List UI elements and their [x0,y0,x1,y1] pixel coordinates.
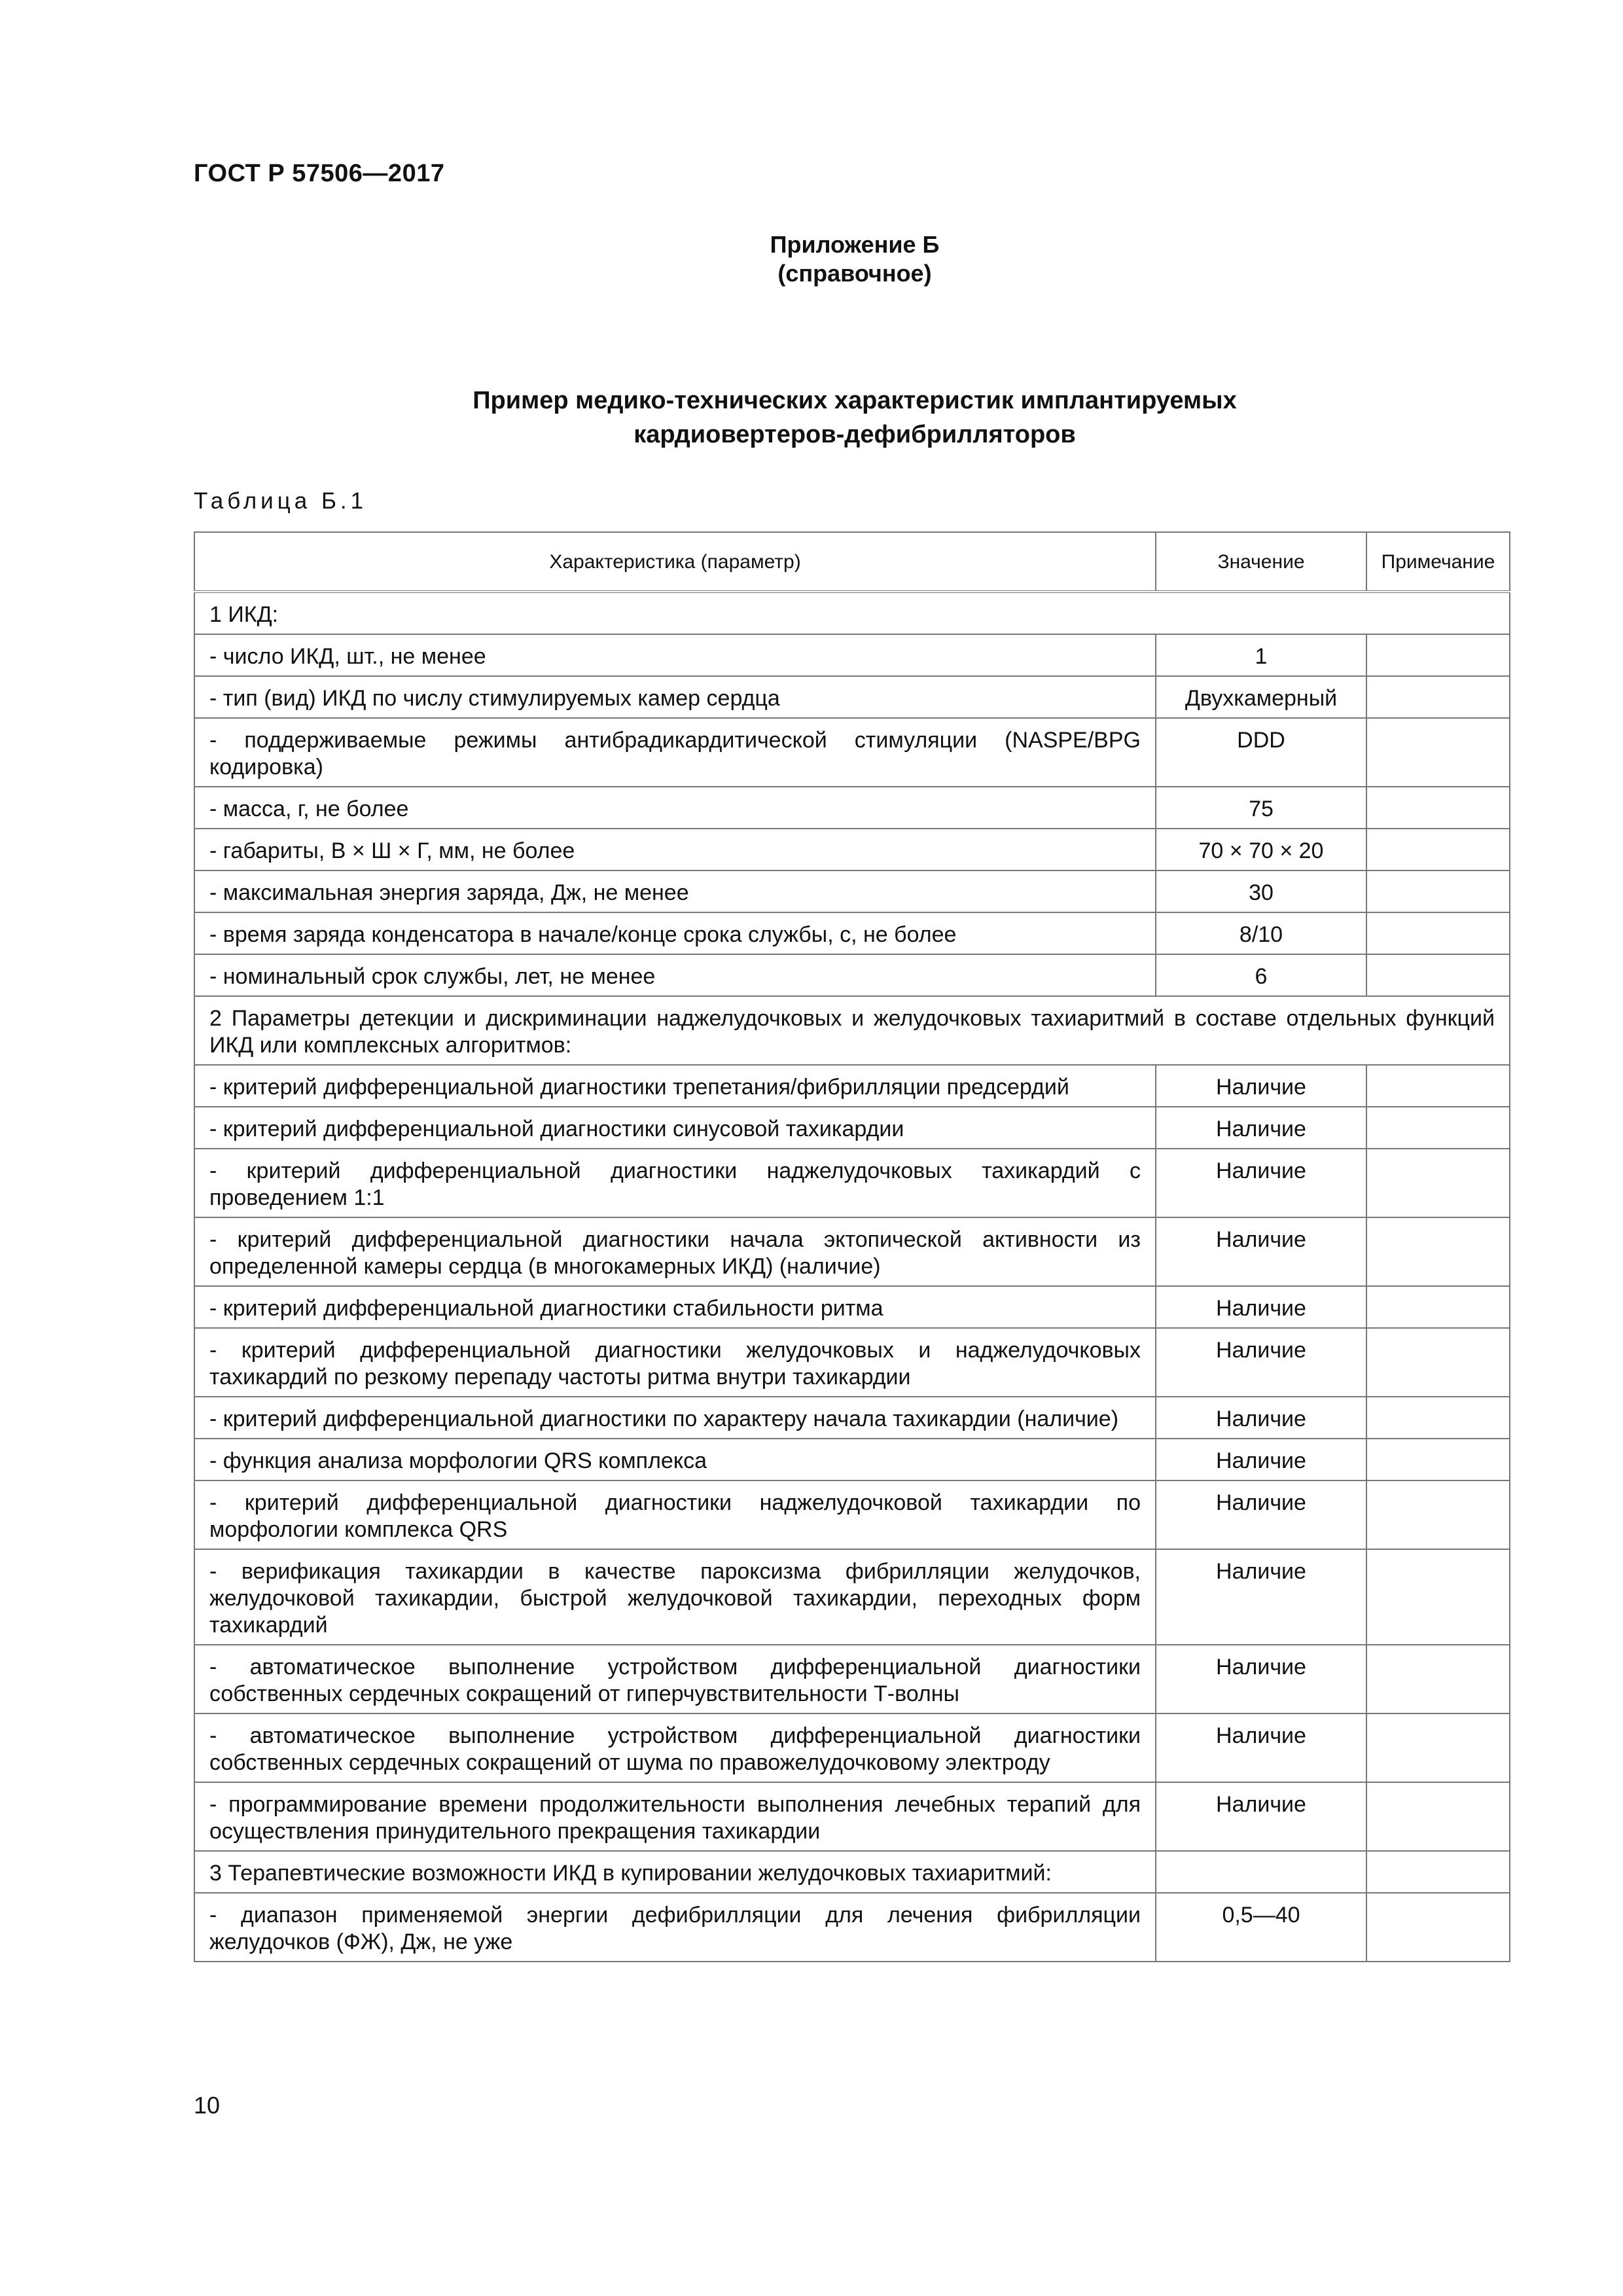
empty-cell [1156,1851,1366,1893]
note-cell [1366,1149,1510,1217]
table-row [194,676,1510,718]
parameter-cell: - критерий дифференциальной диагностики желудочковых и наджелудочковых тахикардий по резкому перепаду частоты ритма внутри тахикардии [194,1328,1156,1397]
parameter-cell: - критерий дифференциальной диагностики начала эктопической активности из определенной камеры сердца (в многокамерных ИКД) (наличие) [194,1217,1156,1286]
table-header-row [194,532,1510,592]
appendix-heading [0,230,1623,288]
note-cell [1366,1893,1510,1962]
appendix-title: Приложение Б [770,231,940,258]
table-row [194,718,1510,787]
table-row [194,829,1510,870]
parameter-cell: - автоматическое выполнение устройством дифференциальной диагностики собственных сердечных сокращений от гиперчувствительности Т-волны [194,1645,1156,1713]
table-row [194,1217,1510,1286]
header-parameter: Характеристика (параметр) [194,532,1156,592]
parameter-cell: - номинальный срок службы, лет, не менее [194,954,1156,996]
value-cell: 6 [1156,954,1366,996]
value-cell: Наличие [1156,1713,1366,1782]
parameter-cell: - тип (вид) ИКД по числу стимулируемых камер сердца [194,676,1156,718]
title-line-1: Пример медико-технических характеристик имплантируемых [473,387,1237,414]
appendix-type: (справочное) [777,260,932,287]
parameter-cell: - число ИКД, шт., не менее [194,634,1156,676]
value-cell: Наличие [1156,1065,1366,1107]
parameter-cell: - критерий дифференциальной диагностики наджелудочковых тахикардий с проведением 1:1 [194,1149,1156,1217]
table-row [194,1286,1510,1328]
title-line-2: кардиовертеров-дефибрилляторов [633,421,1076,448]
specification-table [194,531,1510,1962]
parameter-cell: - программирование времени продолжительности выполнения лечебных терапий для осуществления принудительного прекращения тахикардии [194,1782,1156,1851]
table-row [194,1065,1510,1107]
note-cell [1366,829,1510,870]
value-cell: 70 × 70 × 20 [1156,829,1366,870]
parameter-cell: - масса, г, не более [194,787,1156,829]
table-row [194,870,1510,912]
table-label: Таблица Б.1 [194,488,368,514]
value-cell: Наличие [1156,1217,1366,1286]
table-row [194,1397,1510,1439]
table-row [194,1107,1510,1149]
note-cell [1366,1782,1510,1851]
parameter-cell: - поддерживаемые режимы антибрадикардитической стимуляции (NASPE/BPG кодировка) [194,718,1156,787]
note-cell [1366,1107,1510,1149]
section-title: 3 Терапевтические возможности ИКД в купировании желудочковых тахиаритмий: [194,1851,1156,1893]
note-cell [1366,787,1510,829]
table-row [194,1893,1510,1962]
parameter-cell: - критерий дифференциальной диагностики стабильности ритма [194,1286,1156,1328]
document-code: ГОСТ Р 57506—2017 [194,160,445,187]
note-cell [1366,1645,1510,1713]
table-row [194,1439,1510,1480]
table-row [194,1328,1510,1397]
note-cell [1366,1328,1510,1397]
note-cell [1366,1286,1510,1328]
note-cell [1366,1549,1510,1645]
value-cell: Наличие [1156,1439,1366,1480]
note-cell [1366,1713,1510,1782]
table-row [194,787,1510,829]
note-cell [1366,1439,1510,1480]
note-cell [1366,912,1510,954]
table-row [194,1149,1510,1217]
parameter-cell: - максимальная энергия заряда, Дж, не менее [194,870,1156,912]
parameter-cell: - критерий дифференциальной диагностики синусовой тахикардии [194,1107,1156,1149]
note-cell [1366,1217,1510,1286]
value-cell: 1 [1156,634,1366,676]
table-row [194,1480,1510,1549]
table-row [194,1645,1510,1713]
value-cell: 0,5—40 [1156,1893,1366,1962]
parameter-cell: - автоматическое выполнение устройством дифференциальной диагностики собственных сердечных сокращений от шума по правожелудочковому электроду [194,1713,1156,1782]
note-cell [1366,676,1510,718]
empty-cell [1366,1851,1510,1893]
parameter-cell: - критерий дифференциальной диагностики по характеру начала тахикардии (наличие) [194,1397,1156,1439]
note-cell [1366,1065,1510,1107]
value-cell: Наличие [1156,1549,1366,1645]
value-cell: Наличие [1156,1149,1366,1217]
note-cell [1366,718,1510,787]
value-cell: 75 [1156,787,1366,829]
parameter-cell: - диапазон применяемой энергии дефибрилляции для лечения фибрилляции желудочков (ФЖ), Дж, не уже [194,1893,1156,1962]
value-cell: 30 [1156,870,1366,912]
parameter-cell: - габариты, В × Ш × Г, мм, не более [194,829,1156,870]
value-cell: 8/10 [1156,912,1366,954]
table-row [194,634,1510,676]
value-cell: DDD [1156,718,1366,787]
note-cell [1366,870,1510,912]
header-note: Примечание [1366,532,1510,592]
table-row [194,954,1510,996]
section-title: 2 Параметры детекции и дискриминации наджелудочковых и желудочковых тахиаритмий в составе отдельных функций ИКД или комплексных алгоритмов: [194,996,1510,1065]
parameter-cell: - верификация тахикардии в качестве пароксизма фибрилляции желудочков, желудочковой тахикардии, быстрой желудочковой тахикардии, переходных форм тахикардий [194,1549,1156,1645]
table-section-row [194,996,1510,1065]
value-cell: Наличие [1156,1645,1366,1713]
table-section-row [194,592,1510,634]
header-value: Значение [1156,532,1366,592]
page-number: 10 [194,2092,221,2119]
table-row [194,1713,1510,1782]
parameter-cell: - функция анализа морфологии QRS комплекса [194,1439,1156,1480]
table-section-row [194,1851,1510,1893]
parameter-cell: - критерий дифференциальной диагностики трепетания/фибрилляции предсердий [194,1065,1156,1107]
table-row [194,1549,1510,1645]
table-row [194,1782,1510,1851]
value-cell: Наличие [1156,1480,1366,1549]
document-title [0,384,1623,452]
value-cell: Двухкамерный [1156,676,1366,718]
note-cell [1366,954,1510,996]
parameter-cell: - критерий дифференциальной диагностики наджелудочковой тахикардии по морфологии комплекса QRS [194,1480,1156,1549]
note-cell [1366,1397,1510,1439]
note-cell [1366,1480,1510,1549]
note-cell [1366,634,1510,676]
value-cell: Наличие [1156,1107,1366,1149]
value-cell: Наличие [1156,1782,1366,1851]
parameter-cell: - время заряда конденсатора в начале/конце срока службы, с, не более [194,912,1156,954]
table-row [194,912,1510,954]
value-cell: Наличие [1156,1397,1366,1439]
value-cell: Наличие [1156,1286,1366,1328]
value-cell: Наличие [1156,1328,1366,1397]
section-title: 1 ИКД: [194,592,1510,634]
